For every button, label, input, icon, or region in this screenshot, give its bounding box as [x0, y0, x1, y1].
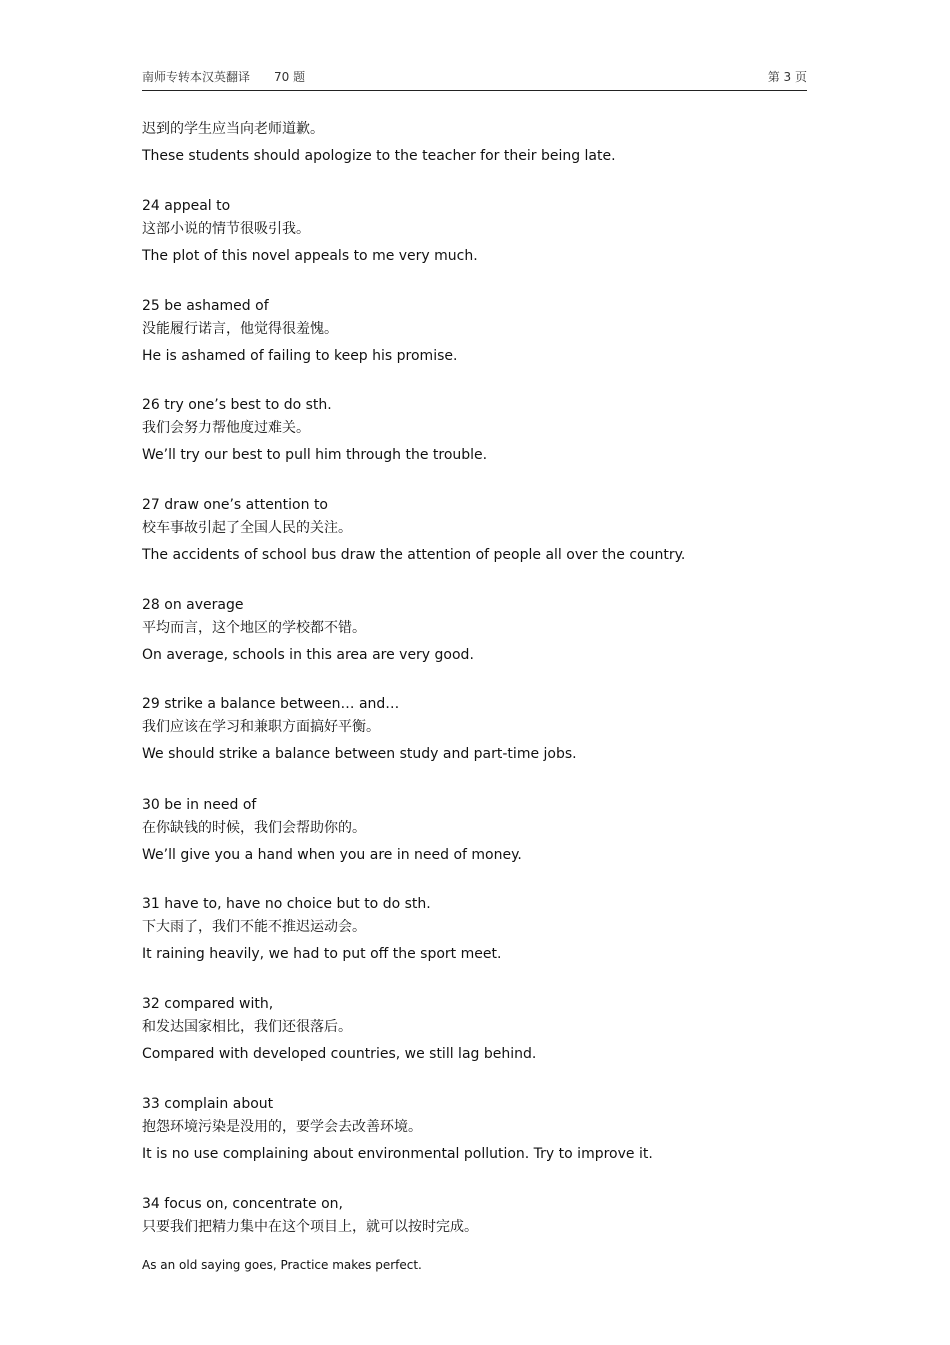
entry-english: He is ashamed of failing to keep his promise. — [142, 348, 458, 364]
page-header — [142, 66, 807, 91]
entry-english: We’ll give you a hand when you are in need of money. — [142, 847, 522, 863]
entry-chinese: 在你缺钱的时候，我们会帮助你的。 — [142, 820, 366, 836]
entry-english: The accidents of school bus draw the attention of people all over the country. — [142, 547, 686, 563]
entry-term: 24 appeal to — [142, 198, 231, 214]
entry-term: 25 be ashamed of — [142, 298, 269, 314]
entry-chinese: 我们应该在学习和兼职方面搞好平衡。 — [142, 719, 380, 735]
entry-english: We should strike a balance between study and part-time jobs. — [142, 746, 577, 762]
entry-term: 34 focus on, concentrate on, — [142, 1196, 343, 1212]
entry-term: 33 complain about — [142, 1096, 274, 1112]
entry-term: 32 compared with, — [142, 996, 274, 1012]
entry-chinese: 只要我们把精力集中在这个项目上，就可以按时完成。 — [142, 1219, 478, 1235]
entry-term: 28 on average — [142, 597, 244, 613]
saying-text: As an old saying goes, Practice makes perfect. — [142, 1258, 422, 1272]
entry-chinese: 平均而言，这个地区的学校都不错。 — [142, 620, 366, 636]
header-title: 南师专转本汉英翻译 — [142, 70, 251, 84]
entry-34 — [142, 1195, 822, 1236]
entry-26 — [142, 396, 822, 464]
entry-term: 29 strike a balance between… and… — [142, 696, 400, 712]
intro-english: These students should apologize to the teacher for their being late. — [142, 148, 616, 164]
entry-english: It is no use complaining about environmental pollution. Try to improve it. — [142, 1146, 653, 1162]
entry-english: Compared with developed countries, we still lag behind. — [142, 1046, 537, 1062]
entry-term: 31 have to, have no choice but to do sth. — [142, 896, 431, 912]
entry-english: On average, schools in this area are very good. — [142, 647, 474, 663]
intro-block — [142, 120, 822, 165]
entry-29 — [142, 695, 822, 763]
entry-30 — [142, 796, 822, 864]
entry-english: The plot of this novel appeals to me very much. — [142, 248, 478, 264]
entry-33 — [142, 1095, 822, 1163]
entry-32 — [142, 995, 822, 1063]
entry-english: It raining heavily, we had to put off the sport meet. — [142, 946, 502, 962]
entry-24 — [142, 197, 822, 265]
entry-chinese: 我们会努力帮他度过难关。 — [142, 420, 310, 436]
entry-25 — [142, 297, 822, 365]
header-count: 70 题 — [274, 70, 306, 84]
entry-31 — [142, 895, 822, 963]
entry-term: 30 be in need of — [142, 797, 257, 813]
entry-chinese: 没能履行诺言，他觉得很羞愧。 — [142, 321, 338, 337]
entry-english: We’ll try our best to pull him through the trouble. — [142, 447, 488, 463]
entry-chinese: 这部小说的情节很吸引我。 — [142, 221, 310, 237]
entry-28 — [142, 596, 822, 664]
entry-chinese: 下大雨了，我们不能不推迟运动会。 — [142, 919, 366, 935]
entry-27 — [142, 496, 822, 564]
entry-chinese: 和发达国家相比，我们还很落后。 — [142, 1019, 352, 1035]
entry-chinese: 抱怨环境污染是没用的，要学会去改善环境。 — [142, 1119, 422, 1135]
header-left — [142, 68, 305, 85]
entry-term: 26 try one’s best to do sth. — [142, 397, 332, 413]
page-number: 第 3 页 — [767, 70, 807, 84]
entry-chinese: 校车事故引起了全国人民的关注。 — [142, 520, 352, 536]
entry-term: 27 draw one’s attention to — [142, 497, 328, 513]
intro-chinese: 迟到的学生应当向老师道歉。 — [142, 121, 324, 137]
